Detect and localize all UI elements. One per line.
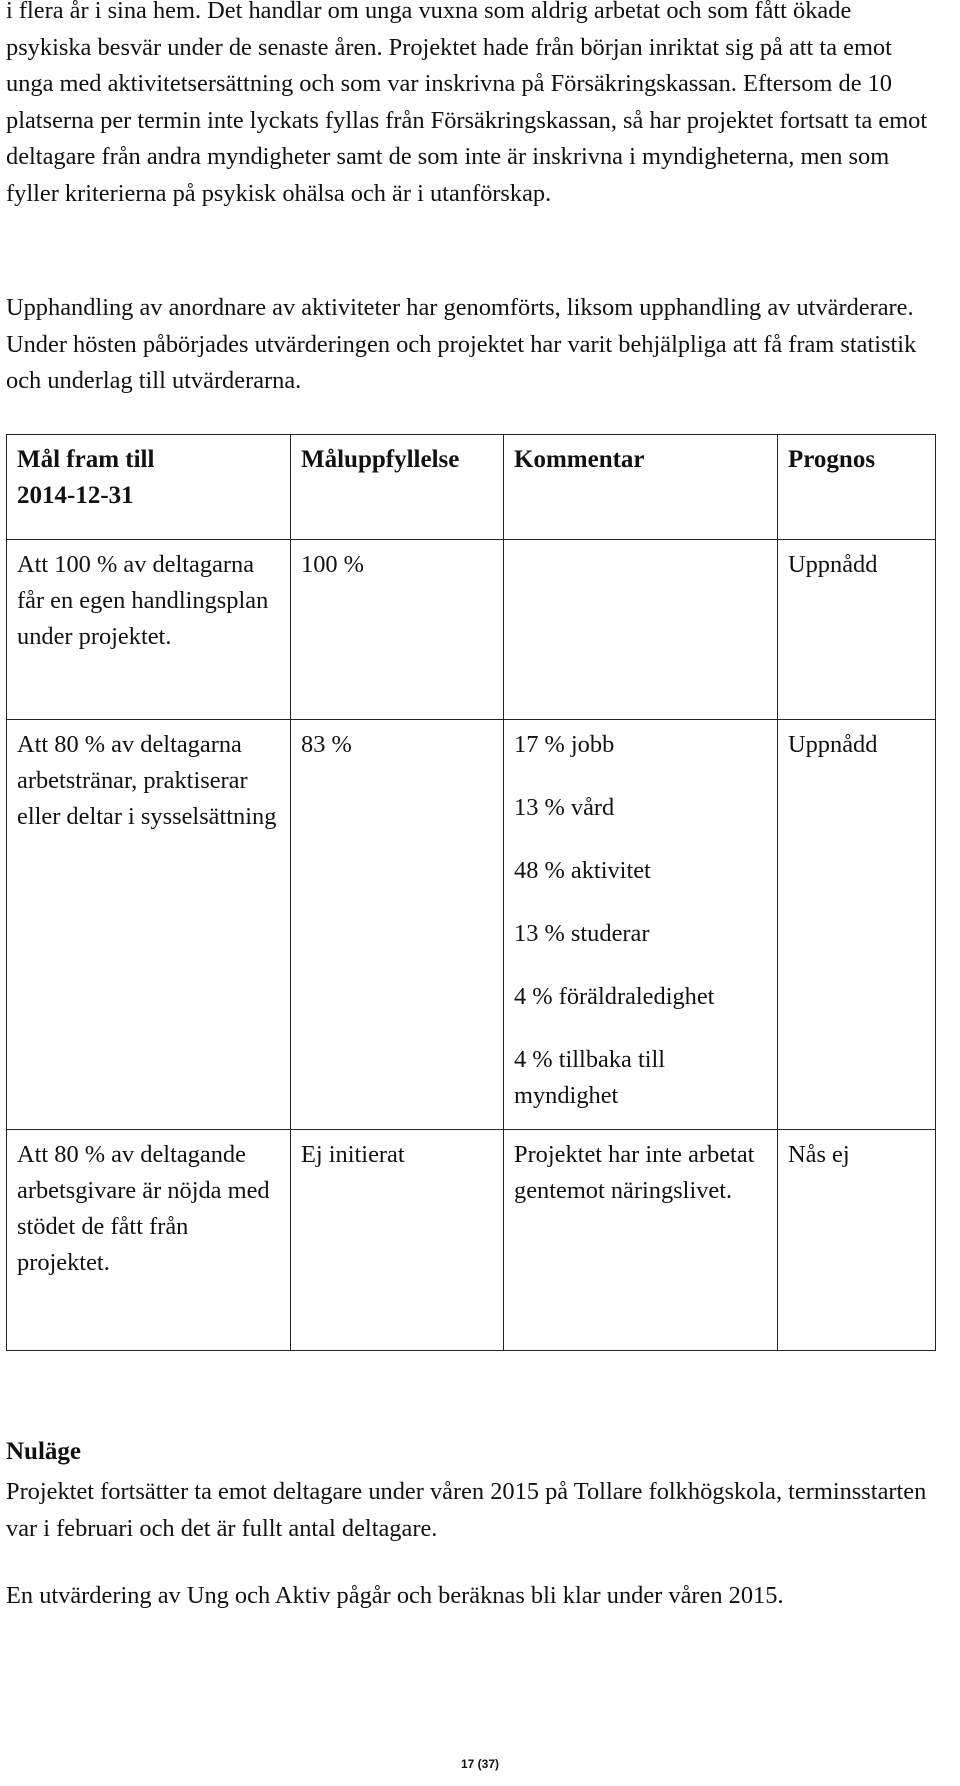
header-goal-line-1: Mål fram till [17,446,155,473]
header-forecast: Prognos [778,435,936,540]
forecast-cell: Uppnådd [778,720,936,1130]
header-goal [7,435,291,540]
table-row [7,1130,936,1351]
header-fulfillment: Måluppfyllelse [291,435,504,540]
comment-line: 4 % föräldraledighet [514,983,715,1010]
header-comment: Kommentar [504,435,778,540]
header-goal-line-2: 2014-12-31 [17,482,134,509]
fulfillment-cell: Ej initierat [291,1130,504,1351]
goals-table [6,434,936,1351]
section-heading-nulage: Nuläge [6,1438,81,1465]
comment-cell [504,720,778,1130]
intro-paragraph: i flera år i sina hem. Det handlar om unga vuxna som aldrig arbetat och som fått ökade psykiska besvär under de senaste åren. Projektet hade från början inriktat sig på att ta emot unga med aktivitetsersättning och som var inskrivna på Försäkringskassan. Eftersom de 10 platserna per termin inte lyckats fyllas från Försäkringskassan, så har projektet fortsatt ta emot deltagare från andra myndigheter samt de som inte är inskrivna i myndigheterna, men som fyller kriterierna på psykisk ohälsa och är i utanförskap. [6,0,928,207]
comment-line: 48 % aktivitet [514,857,651,884]
table-row [7,720,936,1130]
comment-cell [504,540,778,720]
fulfillment-cell: 100 % [291,540,504,720]
goal-cell: Att 80 % av deltagande arbetsgivare är nöjda med stödet de fått från projektet. [7,1130,291,1351]
page-number: 17 (37) [460,1757,500,1771]
table-header-row [7,435,936,540]
goal-cell: Att 100 % av deltagarna får en egen handlingsplan under projektet. [7,540,291,720]
comment-cell [504,1130,778,1351]
forecast-cell: Nås ej [778,1130,936,1351]
nulage-paragraph: Projektet fortsätter ta emot deltagare under våren 2015 på Tollare folkhögskola, terminsstarten var i februari och det är fullt antal deltagare. [6,1478,927,1542]
comment-line: 4 % tillbaka till myndighet [514,1046,666,1109]
procurement-paragraph: Upphandling av anordnare av aktiviteter har genomförts, liksom upphandling av utvärderare. Under hösten påbörjades utvärderingen och projektet har varit behjälpliga att få fram statistik och underlag till utvärderarna. [6,294,917,394]
goal-cell: Att 80 % av deltagarna arbetstränar, praktiserar eller deltar i sysselsättning [7,720,291,1130]
comment-line: 13 % vård [514,794,615,821]
comment-line: Projektet har inte arbetat gentemot näringslivet. [514,1141,755,1204]
forecast-cell: Uppnådd [778,540,936,720]
table-row [7,540,936,720]
comment-line: 13 % studerar [514,920,650,947]
comment-line: 17 % jobb [514,731,615,758]
fulfillment-cell: 83 % [291,720,504,1130]
evaluation-paragraph: En utvärdering av Ung och Aktiv pågår och beräknas bli klar under våren 2015. [6,1582,784,1609]
